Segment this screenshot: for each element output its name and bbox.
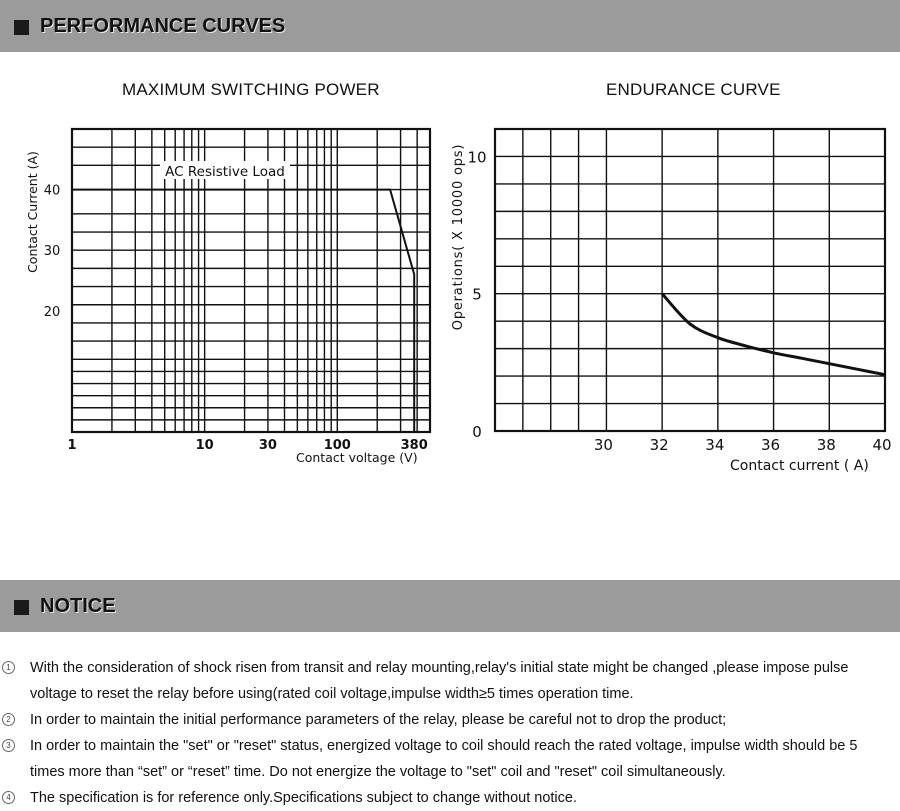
ac-resistive-load-label: AC Resistive Load xyxy=(165,164,285,180)
notice-item-text: With the consideration of shock risen from transit and relay mounting,relay's initial state might be changed ,please impose pulse voltage to reset the relay before using(rated coil voltage,impulse width≥5 times operation time. xyxy=(30,660,849,702)
switching-power-x-axis-label: Contact voltage (V) xyxy=(296,450,418,465)
y-tick-label: 5 xyxy=(472,285,482,304)
performance-curves-title: PERFORMANCE CURVES xyxy=(40,15,286,37)
x-tick-label: 1 xyxy=(67,438,77,453)
performance-curves-header xyxy=(0,0,900,52)
y-tick-label: 20 xyxy=(43,304,61,320)
circled-number-icon: 4 xyxy=(2,791,15,804)
x-tick-label: 30 xyxy=(593,436,613,454)
switching-power-y-axis-label: Contact Current (A) xyxy=(25,151,40,273)
endurance-y-axis-label: Operations( X 10000 ops) xyxy=(451,143,466,331)
x-tick-label: 34 xyxy=(705,436,725,454)
notice-item-text: The specification is for reference only.Specifications subject to change without notice. xyxy=(30,790,577,806)
x-tick-label: 30 xyxy=(258,438,277,453)
notice-list xyxy=(0,655,900,811)
circled-number-icon: 3 xyxy=(2,739,15,752)
switching-power-chart-title: MAXIMUM SWITCHING POWER xyxy=(122,80,380,99)
square-bullet-icon xyxy=(14,600,29,615)
switching-power-chart xyxy=(0,108,450,478)
y-tick-label: 30 xyxy=(43,244,61,260)
y-tick-label: 40 xyxy=(43,183,61,199)
circled-number-icon: 1 xyxy=(2,661,15,674)
x-tick-label: 32 xyxy=(649,436,669,454)
notice-item-text: In order to maintain the initial performance parameters of the relay, please be careful not to drop the product; xyxy=(30,712,727,728)
notice-item xyxy=(0,733,900,785)
x-tick-label: 36 xyxy=(761,436,781,454)
notice-item xyxy=(0,655,900,707)
notice-item xyxy=(0,785,900,811)
endurance-x-axis-label: Contact current ( A) xyxy=(730,458,869,474)
y-tick-label: 10 xyxy=(467,148,487,167)
notice-item-text: In order to maintain the "set" or "reset" status, energized voltage to coil should reach the rated voltage, impulse width should be 5 times more than “set” or “reset” time. Do not energize the voltage to "set" coil and "reset" coil simultaneously. xyxy=(30,738,858,780)
x-tick-label: 100 xyxy=(323,438,351,453)
endurance-chart-title: ENDURANCE CURVE xyxy=(606,80,781,99)
y-tick-label: 0 xyxy=(472,423,482,441)
square-bullet-icon xyxy=(14,20,29,35)
endurance-chart xyxy=(440,108,900,478)
x-tick-label: 38 xyxy=(816,436,836,454)
x-tick-label: 380 xyxy=(400,438,428,453)
endurance-grid xyxy=(495,129,885,431)
notice-title: NOTICE xyxy=(40,595,116,617)
notice-header xyxy=(0,580,900,632)
notice-item xyxy=(0,707,900,733)
circled-number-icon: 2 xyxy=(2,713,15,726)
x-tick-label: 40 xyxy=(872,436,892,454)
x-tick-label: 10 xyxy=(195,438,214,453)
